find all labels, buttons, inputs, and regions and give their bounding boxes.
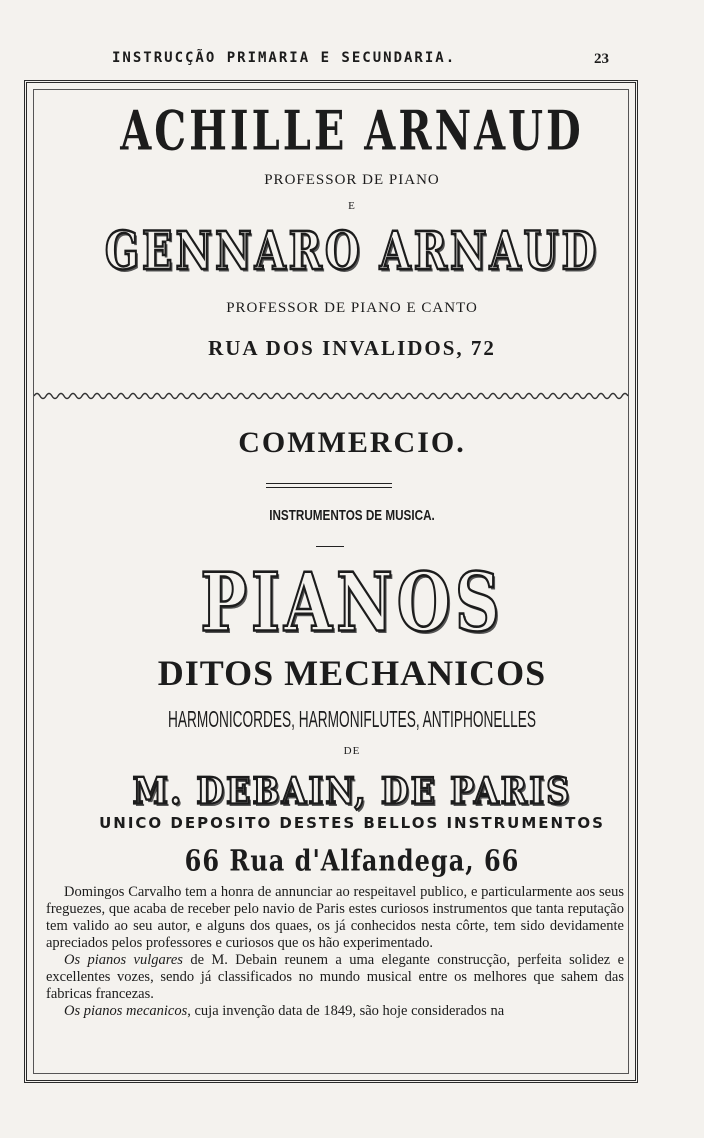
conjunction-e: E [348,200,356,212]
title-rule-1 [266,483,392,484]
maker-debain-paris: M. DEBAIN, DE PARIS [132,769,572,813]
section-title: COMMERCIO. [238,426,466,459]
arnaud-address: RUA DOS INVALIDOS, 72 [208,336,496,360]
section-subtitle: INSTRUMENTOS DE MUSICA. [269,507,435,524]
short-rule [316,546,344,547]
word-de: DE [343,745,361,757]
paragraph-2-text: de M. Debain reunem a uma elegante construcção, perfeita solidez e excellentes vozes, sendo já classificados no mundo musical entre os melhores que sahem das fabricas francezas. [46,952,625,1002]
products-list: HARMONICORDES, HARMONIFLUTES, ANTIPHONELLES [168,707,536,733]
advert-body [46,884,624,1020]
debain-address: 66 Rua d'Alfandega, 66 [184,843,520,878]
running-title: INSTRUCÇÃO PRIMARIA E SECUNDARIA. [112,50,457,66]
body-paragraph-1: Domingos Carvalho tem a honra de annunciar ao respeitavel publico, e particularmente aos seus freguezes, que acaba de receber pelo navio de Paris estes curiosos instrumentos que tanta reputação tem valido ao seu autor, e alguns dos quaes, os já conhecidos nesta côrte, tem sido devidamente apreciados pelos professores e curiosos que os hão experimentado. [46,884,624,951]
paragraph-3-lead: Os pianos mecanicos [64,1003,188,1019]
body-paragraph-3 [46,1003,624,1020]
body-paragraph-2 [46,952,624,1003]
wavy-divider [34,391,630,401]
name-gennaro-arnaud: GENNARO ARNAUD [104,220,600,283]
paragraph-3-text: , cuja invenção data de 1849, são hoje considerados na [187,1003,505,1019]
name-achille-arnaud: ACHILLE ARNAUD [120,99,584,164]
role-professor-piano-canto: PROFESSOR DE PIANO E CANTO [226,300,478,316]
title-rule-2 [266,487,392,488]
role-professor-piano: PROFESSOR DE PIANO [264,172,440,188]
paragraph-2-lead: Os pianos vulgares [64,952,183,968]
page-number: 23 [594,51,609,67]
subhead-ditos-mechanicos: DITOS MECHANICOS [157,653,547,693]
running-head [0,50,704,74]
headline-pianos: PIANOS [200,555,504,650]
deposit-line: UNICO DEPOSITO DESTES BELLOS INSTRUMENTOS [99,814,605,832]
